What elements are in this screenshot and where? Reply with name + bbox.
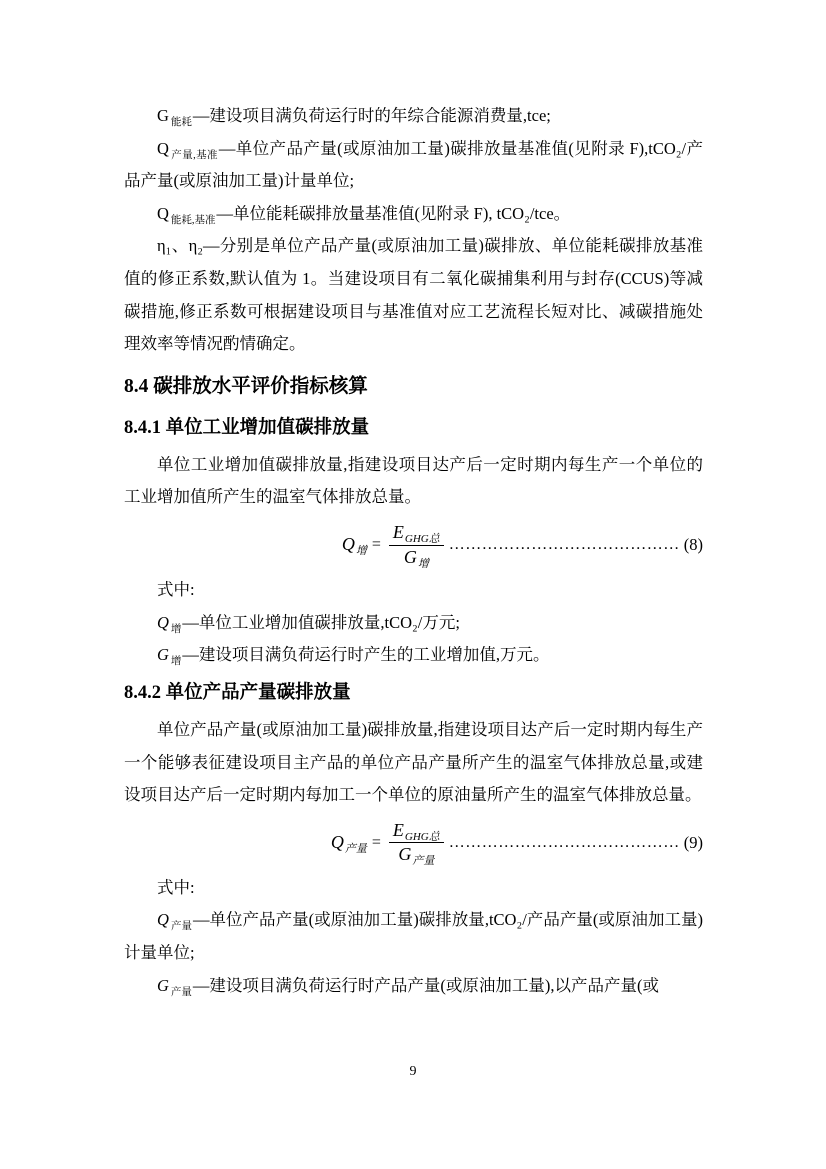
symbol-q-output-baseline: Q [157, 138, 169, 158]
symbol-subscript: 产量 [170, 921, 192, 933]
definition-text: —单位产品产量(或原油加工量)碳排放量基准值(见附录 F),tCO₂/产品产量(或原油加工量)计量单位; [124, 138, 704, 191]
term-text: —单位工业增加值碳排放量,tCO₂/万元; [182, 612, 460, 632]
term-text: —建设项目满负荷运行时产品产量(或原油加工量),以产品产量(或 [192, 975, 660, 995]
formula-9 [124, 820, 703, 866]
section-8-4-heading: 8.4 碳排放水平评价指标核算 [124, 375, 368, 397]
formula-8 [124, 522, 703, 568]
fraction-numerator [389, 820, 444, 844]
term-text: —建设项目满负荷运行时产生的工业增加值,万元。 [182, 645, 550, 665]
lhs-symbol: Q [330, 831, 344, 852]
symbol-subscript: 产量,基准 [170, 149, 218, 161]
numerator-symbol: E [392, 521, 404, 542]
page-number: 9 [409, 1064, 417, 1079]
formula-lhs [342, 534, 367, 556]
section-8-4-2-heading: 8.4.2 单位产品产量碳排放量 [124, 682, 351, 703]
definition-text: —分别是单位产品产量(或原油加工量)碳排放、单位能耗碳排放基准值的修正系数,默认值为 1。当建设项目有二氧化碳捕集利用与封存(CCUS)等减碳措施,修正系数可根据建设项目与基准值对应工艺流程长短对比、减碳措施处理效率等情况酌情确定。 [124, 236, 703, 354]
formula-number: (9) [683, 832, 703, 852]
definition-q-output-baseline [124, 133, 703, 198]
term-text: —单位产品产量(或原油加工量)碳排放量,tCO₂/产品产量(或原油加工量)计量单位; [124, 910, 703, 963]
section-8-4-1-intro: 单位工业增加值碳排放量,指建设项目达产后一定时期内每生产一个单位的工业增加值所产生的温室气体排放总量。 [124, 454, 703, 507]
symbol-subscript: 能耗 [170, 117, 192, 128]
term-q-add [124, 607, 703, 640]
symbol-subscript: 增 [170, 623, 182, 635]
term-q-output [124, 904, 703, 969]
lhs-subscript: 产量 [344, 842, 367, 855]
definition-eta [124, 230, 703, 360]
numerator-subscript: GHG总 [404, 830, 440, 843]
equals-sign: = [371, 536, 381, 554]
symbol-eta: η₁、η₂ [157, 236, 203, 256]
fraction [389, 820, 444, 866]
definition-text: —单位能耗碳排放量基准值(见附录 F), tCO₂/tce。 [216, 203, 571, 223]
symbol-q-add: Q [157, 612, 169, 632]
symbol-g-energy: G [157, 106, 169, 125]
where-label: 式中: [157, 580, 195, 600]
symbol-subscript: 产量 [170, 986, 192, 998]
symbol-g-output: G [157, 975, 169, 995]
formula-lhs [331, 832, 367, 854]
denominator-subscript: 产量 [412, 855, 435, 868]
section-8-4-2-intro: 单位产品产量(或原油加工量)碳排放量,指建设项目达产后一定时期内每生产一个能够表征建设项目主产品的单位产品产量所产生的温室气体排放总量,或建设项目达产后一定时期内每加工一个单位的原油量所产生的温室气体排放总量。 [124, 719, 703, 805]
symbol-g-add: G [157, 645, 169, 665]
section-8-4-1-heading: 8.4.1 单位工业增加值碳排放量 [124, 417, 370, 438]
definition-q-energy-baseline [124, 198, 703, 231]
symbol-subscript: 增 [170, 656, 182, 668]
where-label: 式中: [157, 877, 195, 897]
equals-sign: = [371, 834, 381, 852]
numerator-symbol: E [392, 819, 404, 840]
lhs-symbol: Q [341, 534, 355, 555]
denominator-symbol: G [403, 546, 417, 567]
denominator-subscript: 增 [417, 557, 429, 570]
lhs-subscript: 增 [355, 545, 367, 558]
term-g-add [124, 639, 703, 672]
numerator-subscript: GHG总 [404, 532, 440, 545]
denominator-symbol: G [398, 844, 412, 865]
fraction-numerator [389, 522, 444, 546]
symbol-q-output: Q [157, 910, 169, 930]
term-g-output [124, 970, 703, 1003]
symbol-subscript: 能耗,基准 [170, 214, 216, 226]
page-content [124, 100, 703, 1002]
fraction-denominator [404, 546, 429, 569]
definition-g-energy [124, 100, 703, 133]
definition-text: —建设项目满负荷运行时的年综合能源消费量,tce; [192, 106, 551, 125]
fraction [389, 522, 444, 568]
fraction-denominator [398, 843, 434, 866]
formula-dot-leader: …………………………………… [448, 536, 680, 554]
formula-number: (8) [683, 535, 703, 555]
symbol-q-energy-baseline: Q [157, 203, 169, 223]
formula-dot-leader: …………………………………… [448, 834, 680, 852]
